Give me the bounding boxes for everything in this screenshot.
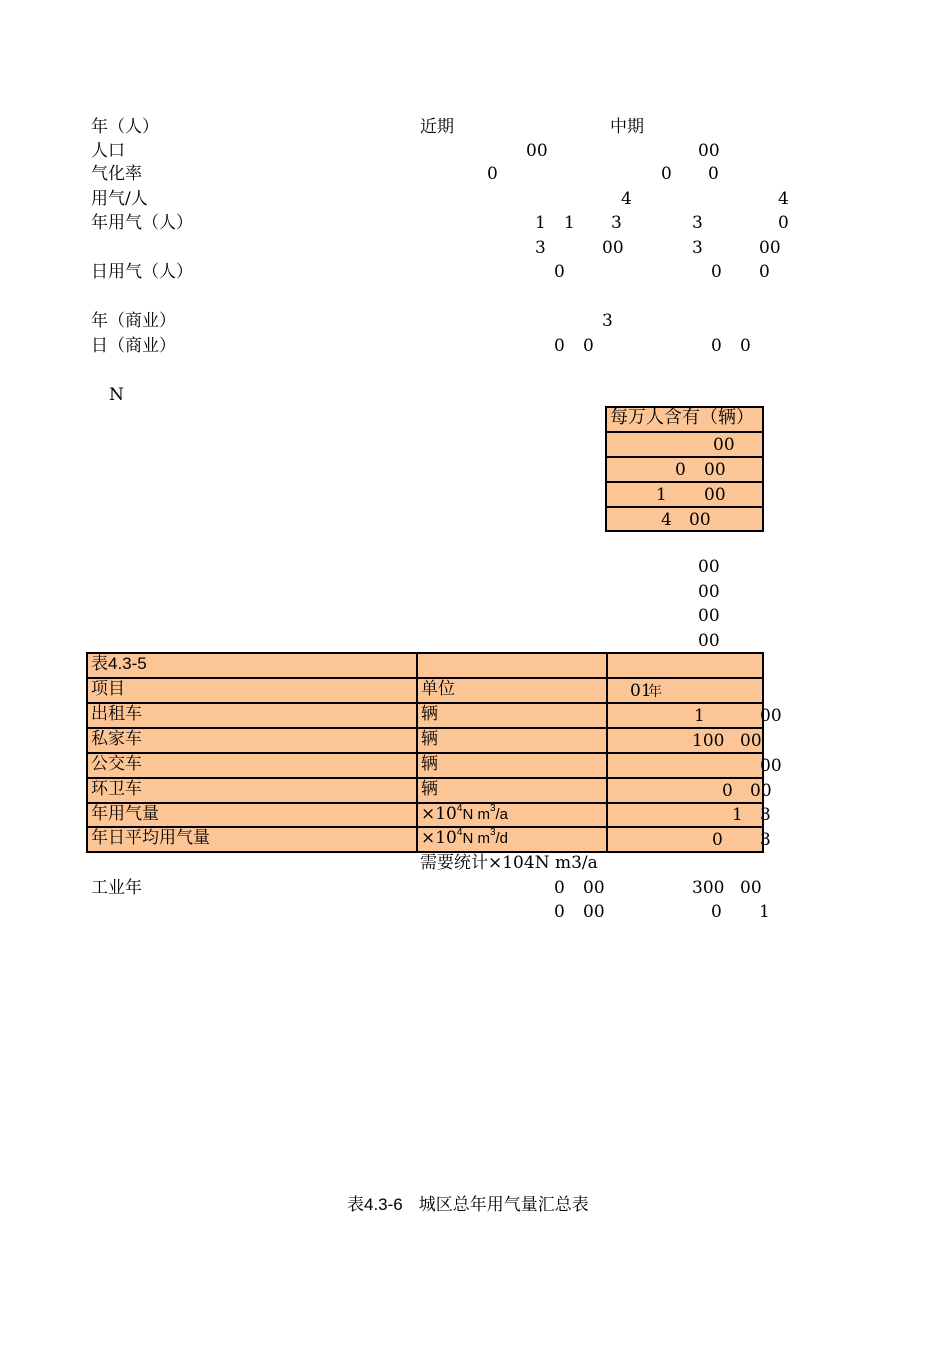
row-item-annual-gas: 年用气量 xyxy=(86,802,418,828)
row-unit: 辆 xyxy=(416,702,608,729)
value: 3 xyxy=(611,213,622,233)
table-row: 0 00 xyxy=(606,777,764,804)
table-row xyxy=(605,431,764,458)
table-row: 1 00 xyxy=(606,702,764,729)
value: 3 xyxy=(692,238,703,258)
value: 0 xyxy=(583,336,594,356)
col-header-year: 01 年 xyxy=(606,677,764,704)
table-row: 00 xyxy=(606,752,764,779)
value: 00 xyxy=(759,238,781,258)
value: 0 xyxy=(661,164,672,184)
value: 0 xyxy=(554,262,565,282)
row-unit: $\times 10^4N$ $m^3/d$ xyxy=(416,826,608,853)
row-label-daily-gas-people: 日用气（人） xyxy=(91,262,193,282)
cell-value: 00 xyxy=(704,460,726,480)
value: 1 xyxy=(564,213,575,233)
empty-cell xyxy=(606,652,764,679)
value: 00 xyxy=(698,631,720,651)
value: 0 xyxy=(554,336,565,356)
value: 00 xyxy=(583,902,605,922)
statistics-note: 需要统计×104N m3/a xyxy=(420,853,598,873)
row-label-year-people: 年（人） xyxy=(91,117,159,137)
value: 00 xyxy=(602,238,624,258)
value: 00 xyxy=(526,141,548,161)
value: 00 xyxy=(698,557,720,577)
value: 4 xyxy=(621,189,632,209)
value: 0 xyxy=(711,336,722,356)
row-unit: 辆 xyxy=(416,777,608,804)
cell-value: 4 xyxy=(661,510,672,530)
table-row: 0 3 xyxy=(606,826,764,853)
row-label-day-commercial: 日（商业） xyxy=(91,336,176,356)
value: 0 xyxy=(554,902,565,922)
table-row xyxy=(605,456,764,483)
value: 0 xyxy=(711,262,722,282)
cell-value: 00 xyxy=(704,485,726,505)
value: 00 xyxy=(698,582,720,602)
row-unit: $\times 10^4N$ $m^3/a$ xyxy=(416,802,608,828)
row-label-industry-year: 工业年 xyxy=(91,878,142,898)
value: 00 xyxy=(698,606,720,626)
row-label-population: 人口 xyxy=(91,141,125,161)
value: 3 xyxy=(692,213,703,233)
value: 300 xyxy=(692,878,725,898)
table-row: 1 3 xyxy=(606,802,764,828)
cell-value: 00 xyxy=(713,435,735,455)
vehicles-per-10k-header: 每万人含有（辆） xyxy=(605,406,764,433)
value: 0 xyxy=(740,336,751,356)
table-row xyxy=(605,506,764,532)
table-row: 100 00 xyxy=(606,727,764,754)
value: 4 xyxy=(778,189,789,209)
cell-value: 1 xyxy=(656,485,667,505)
row-label-annual-gas-people: 年用气（人） xyxy=(91,213,193,233)
row-label-gasification-rate: 气化率 xyxy=(91,164,142,184)
row-unit: 辆 xyxy=(416,727,608,754)
value: 1 xyxy=(759,902,770,922)
value: 1 xyxy=(535,213,546,233)
value: 0 xyxy=(778,213,789,233)
n-label: N xyxy=(109,385,124,405)
row-item-bus: 公交车 xyxy=(86,752,418,779)
empty-cell xyxy=(416,652,608,679)
value: 0 xyxy=(759,262,770,282)
row-item-daily-average-gas: 年日平均用气量 xyxy=(86,826,418,853)
col-header-unit: 单位 xyxy=(416,677,608,704)
footer-title: 表4.3-6 城区总年用气量汇总表 xyxy=(347,1195,589,1215)
value: 0 xyxy=(554,878,565,898)
value: 0 xyxy=(487,164,498,184)
value: 00 xyxy=(583,878,605,898)
value: 0 xyxy=(708,164,719,184)
value: 00 xyxy=(740,878,762,898)
row-unit: 辆 xyxy=(416,752,608,779)
cell-value: 0 xyxy=(675,460,686,480)
table-row xyxy=(605,481,764,508)
cell-value: 00 xyxy=(689,510,711,530)
row-label-year-commercial: 年（商业） xyxy=(91,311,176,331)
row-item-sanitation-vehicle: 环卫车 xyxy=(86,777,418,804)
value: 0 xyxy=(711,902,722,922)
row-item-taxi: 出租车 xyxy=(86,702,418,729)
table-title: 表4.3-5 xyxy=(86,652,418,679)
col-header-mid-term: 中期 xyxy=(610,117,644,137)
value: 00 xyxy=(698,141,720,161)
row-item-private-car: 私家车 xyxy=(86,727,418,754)
value: 3 xyxy=(535,238,546,258)
col-header-near-term: 近期 xyxy=(420,117,454,137)
value: 3 xyxy=(602,311,613,331)
col-header-item: 项目 xyxy=(86,677,418,704)
row-label-gas-per-person: 用气/人 xyxy=(91,189,148,209)
